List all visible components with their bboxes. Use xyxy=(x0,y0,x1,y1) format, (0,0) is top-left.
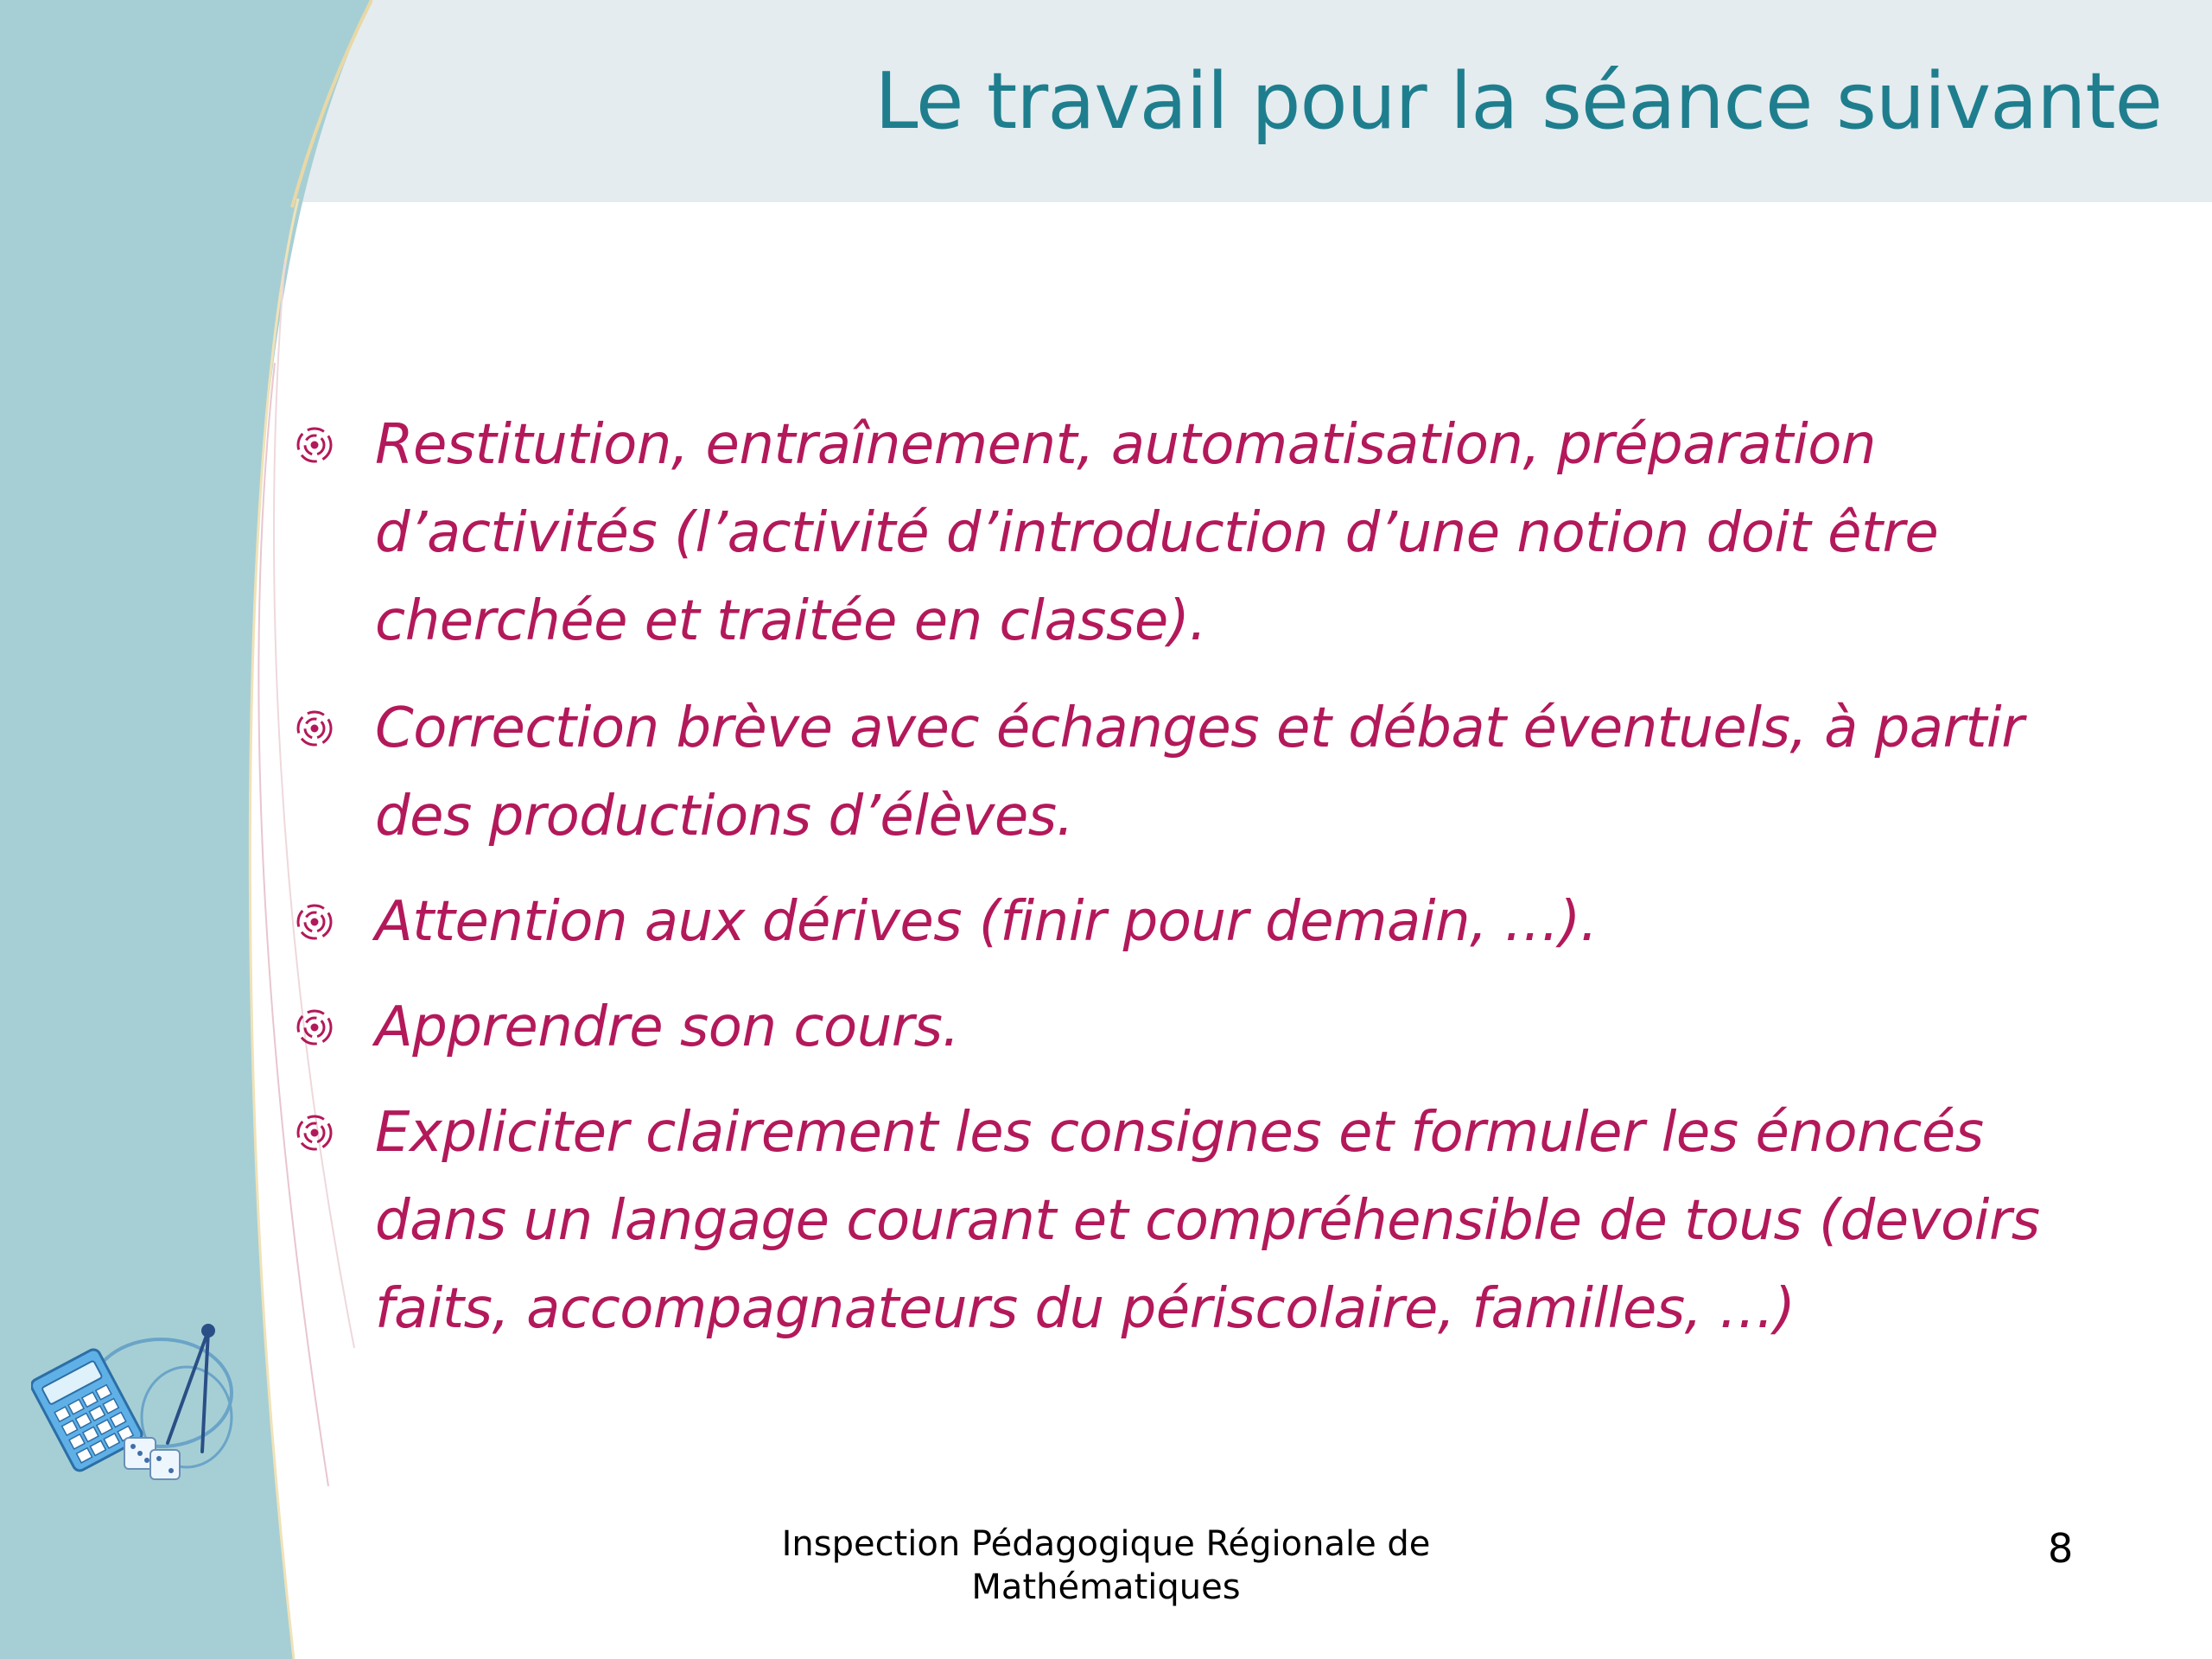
bullet-item xyxy=(294,684,2091,861)
swirl-bullet-icon xyxy=(294,1112,335,1154)
swirl-bullet-icon xyxy=(294,901,335,943)
bullet-item xyxy=(294,401,2091,665)
calculator-compass-dice-icon xyxy=(31,1322,238,1486)
bullet-item xyxy=(294,878,2091,966)
bullet-item xyxy=(294,983,2091,1071)
footer-line-1: Inspection Pédagogique Régionale de xyxy=(781,1524,1431,1564)
slide-title: Le travail pour la séance suivante xyxy=(874,56,2162,147)
bullet-text: Expliciter clairement les consignes et formuler les énoncés dans un langage courant et compréhensible de tous (devoirs faits, accompagnateurs du périscolaire, familles, …) xyxy=(375,1101,2040,1341)
bullet-text: Correction brève avec échanges et débat éventuels, à partir des productions d’élèves. xyxy=(375,696,2024,849)
swirl-bullet-icon xyxy=(294,424,335,466)
footer-text xyxy=(760,1522,1452,1609)
bullet-text: Apprendre son cours. xyxy=(375,995,960,1059)
swirl-bullet-icon xyxy=(294,1007,335,1048)
bullet-list xyxy=(294,401,2091,1353)
swirl-bullet-icon xyxy=(294,708,335,749)
bullet-item xyxy=(294,1089,2091,1353)
bullet-text: Attention aux dérives (finir pour demain, …). xyxy=(375,890,1598,954)
footer-line-2: Mathématiques xyxy=(971,1567,1241,1607)
page-number: 8 xyxy=(2048,1525,2074,1572)
bullet-text: Restitution, entraînement, automatisation, préparation d’activités (l’activité d’introduction d’une notion doit être cherchée et traitée en classe). xyxy=(375,413,1939,653)
